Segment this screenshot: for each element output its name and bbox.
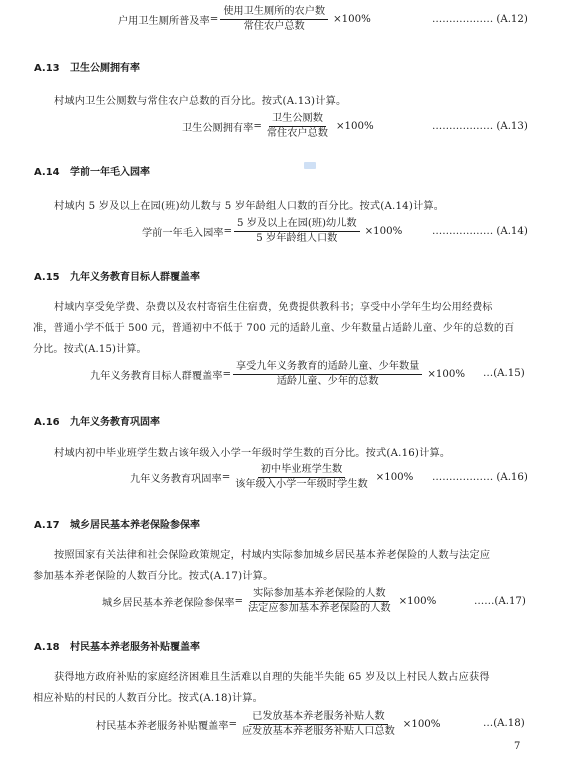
equation-number: ……………… (A.16) xyxy=(432,472,528,483)
section-title: 学前一年毛入园率 xyxy=(70,167,150,178)
section-title: 九年义务教育目标人群覆盖率 xyxy=(70,272,200,283)
section-number: A.13 xyxy=(34,63,60,74)
paragraph-line: 村域内享受免学费、杂费以及农村寄宿生住宿费，免费提供教科书；享受中小学年生均公用经费标 xyxy=(54,302,493,313)
section-heading-a17 xyxy=(34,516,200,531)
denominator: 常住农户总数 xyxy=(243,21,305,32)
fraction xyxy=(220,6,328,33)
paragraph-a14 xyxy=(54,196,562,217)
formula-a16: 九年义务教育巩固率 = $\frac{\text{初中毕业班学生数}}{\text{该年级入小学一年级时学生数}}$ ×100% xyxy=(130,464,414,490)
section-heading-a14 xyxy=(34,163,150,178)
multiplier: ×100% xyxy=(402,719,441,730)
numerator: 5 岁及以上在园(班)幼儿数 xyxy=(234,218,360,232)
fraction xyxy=(264,113,331,140)
numerator: 初中毕业班学生数 xyxy=(258,464,346,478)
formula-lhs: 学前一年毛入园率 xyxy=(142,228,224,239)
multiplier: ×100% xyxy=(335,121,374,132)
paragraph-line: 相应补贴的村民的人数百分比。按式(A.18)计算。 xyxy=(33,693,264,704)
multiplier: ×100% xyxy=(398,596,437,607)
formula-lhs: 村民基本养老服务补贴覆盖率 xyxy=(96,721,229,732)
section-heading-a16 xyxy=(34,413,160,428)
paragraph-line: 获得地方政府补贴的家庭经济困难且生活难以自理的失能半失能 65 岁及以上村民人数占应获得 xyxy=(54,672,490,683)
multiplier: ×100% xyxy=(375,472,414,483)
fraction xyxy=(234,218,360,245)
page-number: 7 xyxy=(514,741,521,752)
paragraph-a13 xyxy=(54,91,562,112)
multiplier: ×100% xyxy=(364,226,403,237)
section-number: A.17 xyxy=(34,520,60,531)
formula-a18: 村民基本养老服务补贴覆盖率 = $\frac{\text{已发放基本养老服务补贴人数}}{\text{应发放基本养老服务补贴人口总数}}$ ×100% xyxy=(96,711,441,737)
denominator: 常住农户总数 xyxy=(266,128,328,139)
formula-a14: 学前一年毛入园率 = $\frac{\text{5 岁及以上在园(班)幼儿数}}{\text{5 岁年龄组人口数}}$ ×100% xyxy=(142,218,403,244)
equation-number: ……………… (A.13) xyxy=(432,121,528,132)
paragraph-line: 村域内卫生公厕数与常住农户总数的百分比。按式(A.13)计算。 xyxy=(54,96,347,107)
equation-number: …(A.15) xyxy=(483,368,525,379)
section-heading-a13 xyxy=(34,59,140,74)
section-heading-a15 xyxy=(34,268,200,283)
numerator: 已发放基本养老服务补贴人数 xyxy=(249,711,387,725)
paragraph-line: 村域内初中毕业班学生数占该年级入小学一年级时学生数的百分比。按式(A.16)计算。 xyxy=(54,448,451,459)
formula-a13: 卫生公厕拥有率 = $\frac{\text{卫生公厕数}}{\text{常住农户总数}}$ ×100% xyxy=(182,113,374,139)
formula-lhs: 城乡居民基本养老保险参保率 xyxy=(102,598,235,609)
equation-number: ……………… (A.12) xyxy=(432,14,528,25)
section-number: A.16 xyxy=(34,417,60,428)
equation-number: ……………… (A.14) xyxy=(432,226,528,237)
equation-number: …(A.18) xyxy=(483,718,525,729)
fraction xyxy=(232,464,370,491)
denominator: 应发放基本养老服务补贴人口总数 xyxy=(241,726,395,737)
section-number: A.14 xyxy=(34,167,60,178)
fraction xyxy=(233,361,422,388)
formula-lhs: 九年义务教育目标人群覆盖率 xyxy=(90,371,223,382)
formula-lhs: 九年义务教育巩固率 xyxy=(130,474,222,485)
formula-a12: 户用卫生厕所普及率 = $\frac{\text{使用卫生厕所的农户数}}{\text{常住农户总数}}$ ×100% xyxy=(118,6,371,32)
multiplier: ×100% xyxy=(333,14,371,25)
denominator: 法定应参加基本养老保险的人数 xyxy=(247,603,391,614)
paragraph-a16 xyxy=(54,443,562,464)
denominator: 5 岁年龄组人口数 xyxy=(256,233,338,244)
equation-number: ……(A.17) xyxy=(474,596,526,607)
section-title: 城乡居民基本养老保险参保率 xyxy=(70,520,200,531)
denominator: 该年级入小学一年级时学生数 xyxy=(235,479,368,490)
denominator: 适龄儿童、少年的总数 xyxy=(276,376,379,387)
numerator: 卫生公厕数 xyxy=(269,113,326,127)
paragraph-line: 准，普通小学不低于 500 元，普通初中不低于 700 元的适龄儿童、少年数量占适龄儿童、少年的总数的百 xyxy=(33,323,515,334)
section-number: A.15 xyxy=(34,272,60,283)
paragraph-line: 参加基本养老保险的人数百分比。按式(A.17)计算。 xyxy=(33,571,274,582)
paragraph-a15 xyxy=(33,297,541,360)
section-title: 村民基本养老服务补贴覆盖率 xyxy=(70,642,200,653)
section-title: 卫生公厕拥有率 xyxy=(70,63,140,74)
formula-lhs: 卫生公厕拥有率 xyxy=(182,123,254,134)
section-title: 九年义务教育巩固率 xyxy=(70,417,160,428)
section-heading-a18 xyxy=(34,638,200,653)
numerator: 实际参加基本养老保险的人数 xyxy=(250,588,388,602)
section-number: A.18 xyxy=(34,642,60,653)
fraction xyxy=(239,711,398,738)
formula-lhs: 户用卫生厕所普及率 xyxy=(118,16,210,27)
paragraph-a17 xyxy=(33,545,541,587)
formula-a17: 城乡居民基本养老保险参保率 = $\frac{\text{实际参加基本养老保险的人数}}{\text{法定应参加基本养老保险的人数}}$ ×100% xyxy=(102,588,437,614)
numerator: 享受九年义务教育的适龄儿童、少年数量 xyxy=(233,361,422,375)
formula-a15: 九年义务教育目标人群覆盖率 = $\frac{\text{享受九年义务教育的适龄儿童、少年数量}}{\text{适龄儿童、少年的总数}}$ ×100% xyxy=(90,361,466,387)
multiplier: ×100% xyxy=(427,369,466,380)
paragraph-line: 分比。按式(A.15)计算。 xyxy=(33,344,147,355)
scan-mark xyxy=(304,162,316,169)
paragraph-a18 xyxy=(33,667,541,709)
fraction xyxy=(245,588,394,615)
numerator: 使用卫生厕所的农户数 xyxy=(220,6,328,20)
paragraph-line: 按照国家有关法律和社会保险政策规定，村域内实际参加城乡居民基本养老保险的人数与法定应 xyxy=(54,550,491,561)
paragraph-line: 村域内 5 岁及以上在园(班)幼儿数与 5 岁年龄组人口数的百分比。按式(A.14)计算。 xyxy=(54,201,445,212)
